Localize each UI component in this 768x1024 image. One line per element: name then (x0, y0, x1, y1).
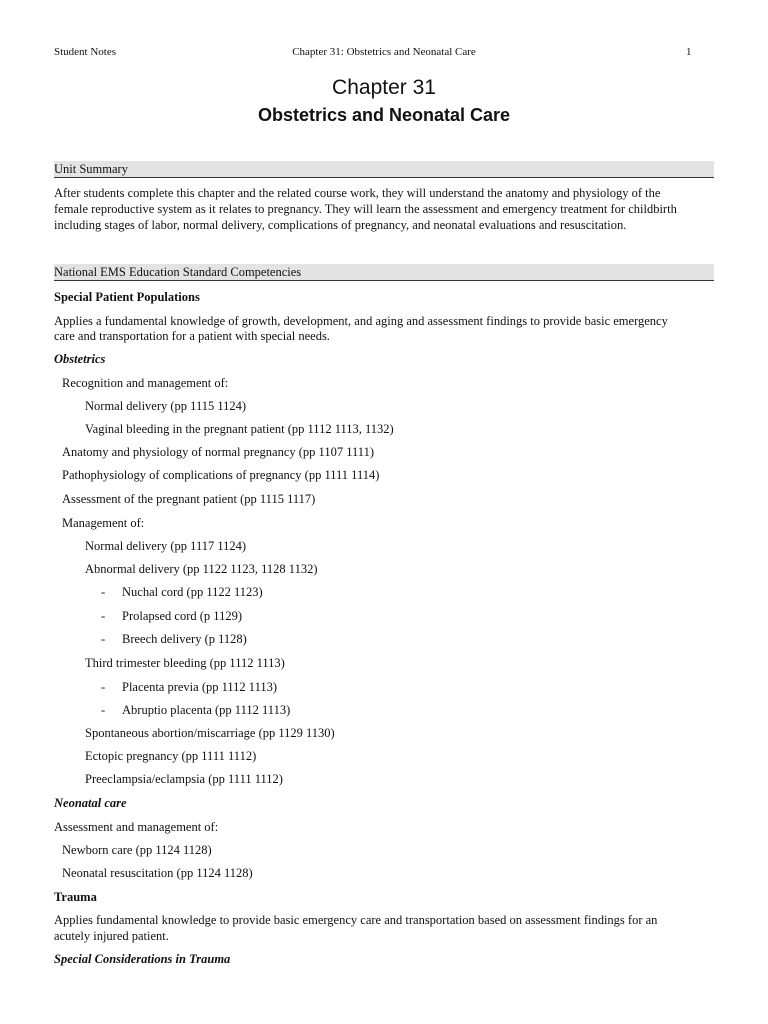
nuchal-cord-item: Nuchal cord (pp 1122 1123) (122, 585, 263, 599)
anatomy-item: Anatomy and physiology of normal pregnancy (pp 1107 1111) (62, 445, 374, 459)
breech-delivery-item: Breech delivery (p 1128) (122, 632, 247, 646)
obstetrics-heading: Obstetrics (54, 352, 106, 366)
placenta-previa-item: Placenta previa (pp 1112 1113) (122, 680, 278, 694)
unit-summary-heading: Unit Summary (54, 161, 714, 178)
chapter-subtitle: Obstetrics and Neonatal Care (257, 105, 511, 125)
spontaneous-abortion-item: Spontaneous abortion/miscarriage (pp 1129 1130) (85, 726, 335, 740)
abnormal-delivery-item: Abnormal delivery (pp 1122 1123, 1128 1132) (85, 562, 318, 576)
header-left: Student Notes (54, 46, 117, 58)
abruptio-placenta-item: Abruptio placenta (pp 1112 1113) (122, 703, 291, 717)
assessment-item: Assessment of the pregnant patient (pp 1115 1117) (62, 492, 316, 506)
trauma-line-1: Applies fundamental knowledge to provide basic emergency care and transportation based on assessment findings for an (54, 913, 658, 927)
bullet-dash: - (101, 703, 106, 717)
third-trimester-item: Third trimester bleeding (pp 1112 1113) (85, 656, 285, 670)
special-populations-line-2: care and transportation for a patient with special needs. (54, 329, 330, 343)
bullet-dash: - (101, 585, 106, 599)
newborn-care-item: Newborn care (pp 1124 1128) (62, 843, 212, 857)
management-item: Management of: (62, 516, 145, 530)
vaginal-bleeding-item: Vaginal bleeding in the pregnant patient (pp 1112 1113, 1132) (85, 422, 394, 436)
neonatal-resuscitation-item: Neonatal resuscitation (pp 1124 1128) (62, 866, 253, 880)
bullet-dash: - (101, 632, 106, 646)
unit-summary-line-3: including stages of labor, normal delivery, complications of pregnancy, and neonatal evaluations and resuscitation. (54, 218, 627, 232)
bullet-dash: - (101, 609, 106, 623)
pathophysiology-item: Pathophysiology of complications of pregnancy (pp 1111 1114) (62, 468, 380, 482)
trauma-line-2: acutely injured patient. (54, 929, 169, 943)
header-center: Chapter 31: Obstetrics and Neonatal Care (292, 46, 476, 58)
unit-summary-line-2: female reproductive system as it relates to pregnancy. They will learn the assessment and emergency treatment for childbirth (54, 202, 677, 216)
competencies-heading: National EMS Education Standard Competencies (54, 264, 714, 281)
special-considerations-heading: Special Considerations in Trauma (54, 952, 231, 966)
normal-delivery-item: Normal delivery (pp 1117 1124) (85, 539, 247, 553)
neonatal-assessment-item: Assessment and management of: (54, 820, 219, 834)
special-populations-line-1: Applies a fundamental knowledge of growth, development, and aging and assessment findings to provide basic emergency (54, 314, 668, 328)
preeclampsia-item: Preeclampsia/eclampsia (pp 1111 1112) (85, 772, 283, 786)
special-populations-heading: Special Patient Populations (54, 290, 200, 304)
ectopic-pregnancy-item: Ectopic pregnancy (pp 1111 1112) (85, 749, 257, 763)
recognition-item: Recognition and management of: (62, 376, 229, 390)
trauma-heading: Trauma (54, 890, 97, 904)
page-number: 1 (686, 46, 692, 58)
prolapsed-cord-item: Prolapsed cord (p 1129) (122, 609, 242, 623)
normal-delivery-item: Normal delivery (pp 1115 1124) (85, 399, 247, 413)
unit-summary-line-1: After students complete this chapter and the related course work, they will understand the anatomy and physiology of the (54, 186, 661, 200)
bullet-dash: - (101, 680, 106, 694)
neonatal-care-heading: Neonatal care (54, 796, 127, 810)
chapter-title: Chapter 31 (332, 76, 436, 99)
